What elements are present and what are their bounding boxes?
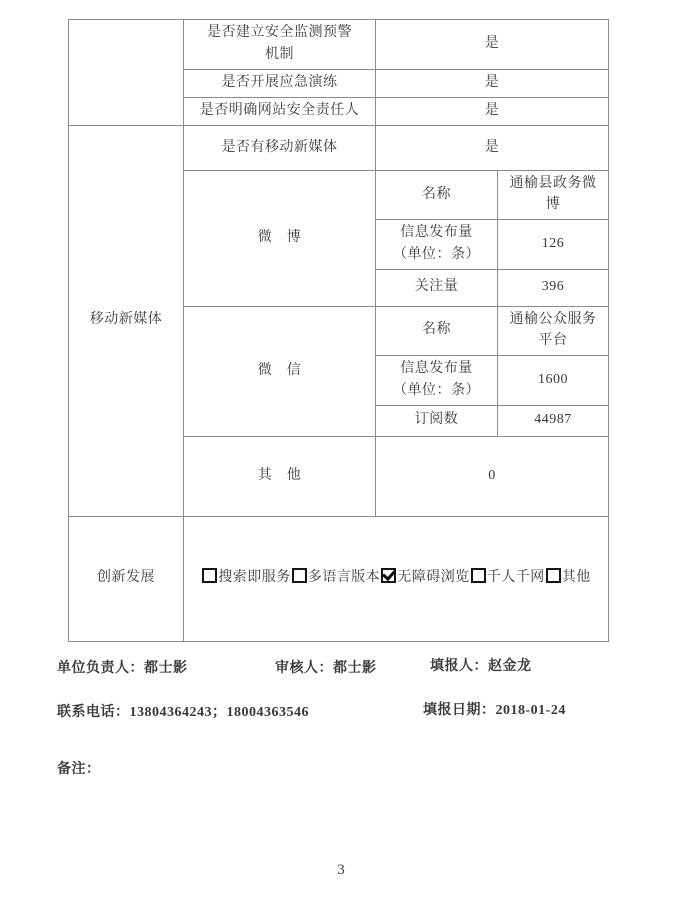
wechat-name: 通榆公众服务平台	[509, 311, 597, 349]
cell-wechat-group: 微 信	[184, 306, 376, 436]
page-number: 3	[337, 862, 345, 878]
unit-head-field	[57, 657, 188, 677]
checkbox-other-icon	[546, 568, 561, 583]
checkbox-accessibility-icon	[381, 568, 396, 583]
auditor-field	[275, 657, 377, 677]
cell-weibo-followers-value: 396	[498, 269, 609, 306]
volume-label-line1: 信息发布量	[400, 360, 473, 376]
phone-field	[57, 701, 309, 721]
innovation-options-line	[188, 567, 604, 589]
phone-label: 联系电话：	[57, 705, 130, 720]
weibo-name: 通榆县政务微博	[509, 175, 597, 213]
date-label: 填报日期：	[423, 703, 496, 718]
cell-innovation-options	[184, 516, 609, 641]
checkbox-qianrenqianwang-icon	[471, 568, 486, 583]
preparer-name: 赵金龙	[488, 659, 532, 674]
volume-label-line2: （单位：条）	[393, 247, 480, 263]
unit-head-name: 都士影	[144, 661, 188, 676]
date-field	[423, 699, 566, 719]
cell-wechat-volume-value: 1600	[498, 355, 609, 405]
option-label-multilingual: 多语言版本	[307, 570, 381, 586]
option-label-qianrenqianwang: 千人千网	[486, 570, 545, 586]
checkbox-search-service-icon	[202, 568, 217, 583]
cell-innovation-header: 创新发展	[69, 516, 184, 641]
cell-wechat-name-label: 名称	[376, 306, 498, 355]
volume-label-line2: （单位：条）	[393, 383, 480, 399]
cell-wechat-subscribers-label: 订阅数	[376, 405, 498, 436]
cell-weibo-group: 微 博	[184, 170, 376, 306]
cell-weibo-followers-label: 关注量	[376, 269, 498, 306]
cell-weibo-name-value	[498, 170, 609, 219]
option-label-search-service: 搜索即服务	[218, 570, 291, 586]
cell-security-a1: 是	[376, 20, 609, 70]
option-label-other: 其他	[561, 570, 591, 586]
table-row	[69, 20, 609, 70]
date-value: 2018-01-24	[495, 703, 566, 718]
cell-has-mobile-answer: 是	[376, 125, 609, 170]
cell-wechat-volume-label	[376, 355, 498, 405]
cell-weibo-volume-label	[376, 219, 498, 269]
cell-security-q3: 是否明确网站安全责任人	[184, 97, 376, 125]
remarks-label: 备注：	[57, 762, 101, 777]
section-header-cell-empty	[69, 20, 184, 126]
cell-mobile-media-header: 移动新媒体	[69, 125, 184, 516]
phone-numbers: 13804364243；18004363546	[129, 705, 309, 720]
table-row	[69, 516, 609, 641]
volume-label-line1: 信息发布量	[400, 224, 473, 240]
cell-weibo-volume-value: 126	[498, 219, 609, 269]
preparer-label: 填报人：	[430, 659, 488, 674]
checkbox-multilingual-icon	[292, 568, 307, 583]
question-label: 是否建立安全监测预警机制	[207, 25, 352, 63]
cell-security-q1	[184, 20, 376, 70]
auditor-label: 审核人：	[275, 661, 333, 676]
cell-wechat-subscribers-value: 44987	[498, 405, 609, 436]
cell-has-mobile-question: 是否有移动新媒体	[184, 125, 376, 170]
auditor-name: 都士影	[333, 661, 377, 676]
cell-security-q2: 是否开展应急演练	[184, 69, 376, 97]
cell-wechat-name-value	[498, 306, 609, 355]
cell-other-media-value: 0	[376, 436, 609, 516]
remarks-field	[57, 758, 101, 778]
annual-report-table	[68, 19, 609, 642]
preparer-field	[430, 655, 532, 675]
option-label-accessibility: 无障碍浏览	[397, 570, 470, 586]
cell-weibo-name-label: 名称	[376, 170, 498, 219]
table-row	[69, 125, 609, 170]
cell-other-media-label: 其 他	[184, 436, 376, 516]
unit-head-label: 单位负责人：	[57, 661, 144, 676]
cell-security-a3: 是	[376, 97, 609, 125]
cell-security-a2: 是	[376, 69, 609, 97]
